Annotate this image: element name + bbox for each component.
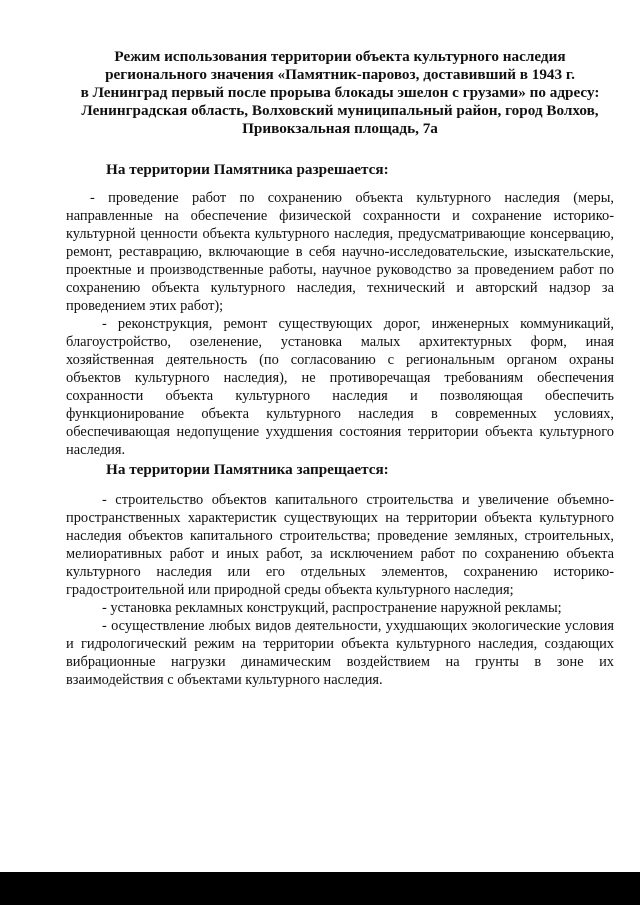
prohibited-item: - установка рекламных конструкций, распространение наружной рекламы;: [102, 600, 562, 616]
title-line: Ленинградская область, Волховский муниципальный район, город Волхов,: [81, 102, 599, 119]
title-line: Режим использования территории объекта культурного наследия: [114, 48, 566, 65]
permitted-heading: На территории Памятника разрешается:: [106, 161, 389, 178]
permitted-list: [66, 189, 614, 459]
title-line: Привокзальная площадь, 7а: [242, 120, 438, 137]
permitted-item: - проведение работ по сохранению объекта культурного наследия (меры, направленные на обеспечение физической сохранности и сохранение историко-культурной ценности объекта культурного наследия, предусматривающие консервацию, ремонт, реставрацию, включающие в себя научно-исследовательские, изыскательские, проектные и производственные работы, научное руководство за проведением работ по сохранению объекта культурного наследия, технический и авторский надзор за проведением этих работ);: [66, 190, 614, 314]
prohibited-list: [66, 491, 614, 689]
title-line: в Ленинград первый после прорыва блокады эшелон с грузами» по адресу:: [80, 84, 600, 101]
scan-border: [0, 872, 640, 905]
permitted-item: - реконструкция, ремонт существующих дорог, инженерных коммуникаций, благоустройство, озеленение, установка малых архитектурных форм, иная хозяйственная деятельность (по согласованию с региональным органом охраны объектов культурного наследия), не противоречащая требованиям обеспечения сохранности объекта культурного наследия и позволяющая обеспечить функционирование объекта культурного наследия в современных условиях, обеспечивающая недопущение ухудшения состояния территории объекта культурного наследия.: [66, 316, 614, 458]
title-line: регионального значения «Памятник-паровоз, доставивший в 1943 г.: [105, 66, 575, 83]
prohibited-heading: На территории Памятника запрещается:: [106, 461, 389, 478]
document-title: [60, 48, 620, 138]
prohibited-item: - строительство объектов капитального строительства и увеличение объемно-пространственных характеристик существующих на территории объекта культурного наследия объектов капитального строительства; проведение земляных, строительных, мелиоративных работ и иных работ, за исключением работ по сохранению объекта культурного наследия или его отдельных элементов, сохранению историко-градостроительной или природной среды объекта культурного наследия;: [66, 492, 614, 598]
prohibited-item: - осуществление любых видов деятельности, ухудшающих экологические условия и гидрологический режим на территории объекта культурного наследия, создающих вибрационные нагрузки динамическим воздействием на грунты в зоне их взаимодействия с объектами культурного наследия.: [66, 618, 614, 688]
